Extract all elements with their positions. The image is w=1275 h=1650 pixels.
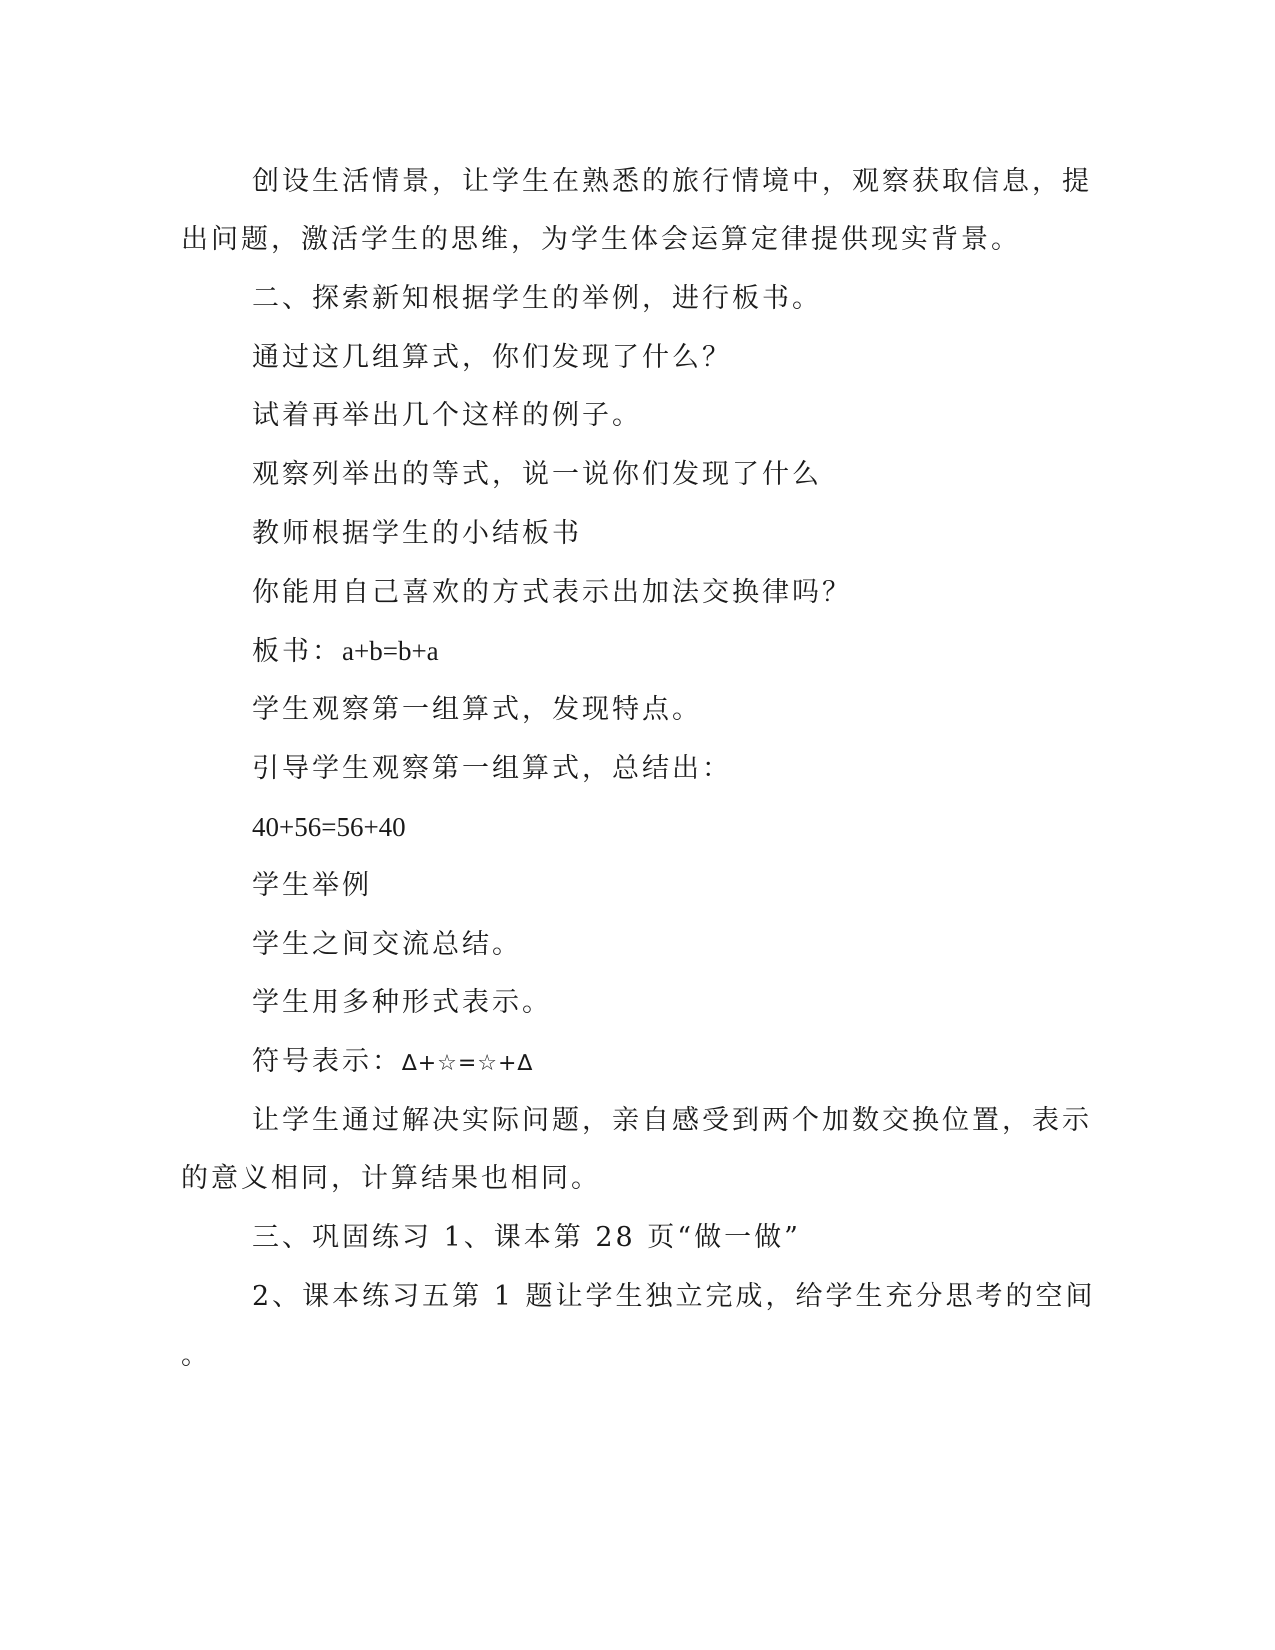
text-line: 学生观察第一组算式，发现特点。 (252, 694, 702, 725)
text-line: 你能用自己喜欢的方式表示出加法交换律吗？ (252, 577, 852, 608)
board-label: 板书： (252, 636, 342, 667)
symbol-formula: ∆+☆=☆+∆ (402, 1051, 534, 1076)
text-line: 学生举例 (252, 870, 372, 901)
paragraph-2-line-2: 的意义相同，计算结果也相同。 (181, 1163, 601, 1194)
trailing-period: 。 (181, 1340, 211, 1371)
text-line: 通过这几组算式，你们发现了什么？ (252, 342, 732, 373)
paragraph-2-line-1: 让学生通过解决实际问题，亲自感受到两个加数交换位置，表示 (252, 1105, 1092, 1136)
text-line: 观察列举出的等式，说一说你们发现了什么 (252, 459, 822, 490)
symbol-formula-line (252, 1042, 533, 1084)
text-line: 引导学生观察第一组算式，总结出： (252, 753, 732, 784)
exercise-line: 2、课本练习五第 1 题让学生独立完成，给学生充分思考的空间 (252, 1281, 1096, 1312)
symbol-label: 符号表示： (252, 1046, 402, 1077)
text-line: 学生之间交流总结。 (252, 929, 522, 960)
paragraph-1-line-2: 出问题，激活学生的思维，为学生体会运算定律提供现实背景。 (181, 224, 1021, 255)
section-two-heading: 二、探索新知根据学生的举例，进行板书。 (252, 283, 822, 314)
text-line: 学生用多种形式表示。 (252, 987, 552, 1018)
commutative-formula: a+b=b+a (342, 636, 439, 666)
paragraph-1-line-1: 创设生活情景，让学生在熟悉的旅行情境中，观察获取信息，提 (252, 166, 1092, 197)
section-three-heading: 三、巩固练习 1、课本第 28 页“做一做” (252, 1222, 801, 1253)
example-equation: 40+56=56+40 (252, 812, 406, 842)
text-line: 教师根据学生的小结板书 (252, 518, 582, 549)
text-line: 试着再举出几个这样的例子。 (252, 400, 642, 431)
board-formula-line (252, 631, 439, 672)
